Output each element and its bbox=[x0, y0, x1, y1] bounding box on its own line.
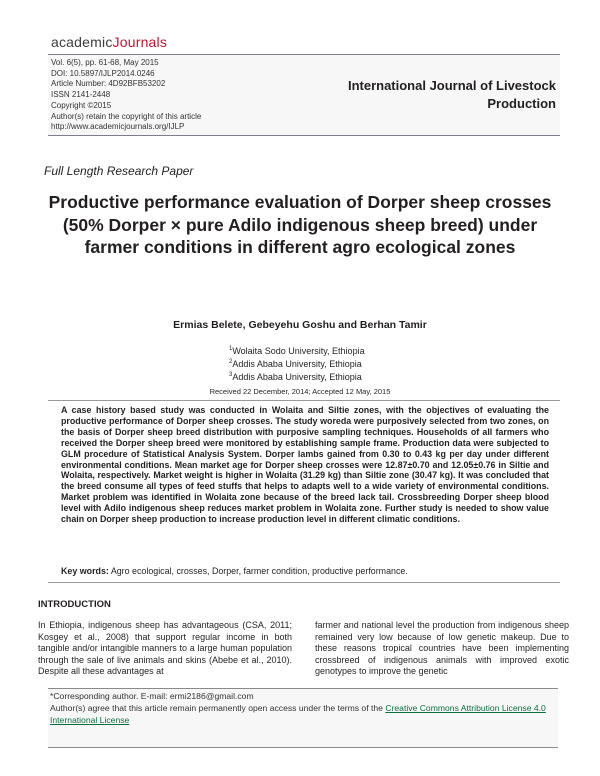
journal-info-box bbox=[48, 54, 560, 136]
divider bbox=[48, 400, 560, 401]
meta-volume: Vol. 6(5), pp. 61-68, May 2015 bbox=[51, 58, 159, 67]
affiliation-item: $^1$Wolaita Sodo University, Ethiopia bbox=[229, 346, 365, 356]
journal-meta-lines bbox=[51, 58, 201, 133]
abstract: A case history based study was conducted in Wolaita and Siltie zones, with the objectives of evaluating the productive performance of Dorper sheep crosses. The study woreda were purposively selected from two zones, on the basis of Dorper sheep breed distribution with purposive sampling techniques. Households of all farmers who received the Dorper sheep breed were monitored by establishing sample frame. Production data were subjected to GLM procedure of Statistical Analysis System. Dorper lambs gained from 0.30 to 0.43 kg per day under different environmental conditions. Mean market age for Dorper sheep crosses were 12.87±0.70 and 12.05±0.76 in Siltie and Wolaita, respectively. Market weight is higher in Wolaita (31.29 kg) than Siltie zone (30.47 kg). It was concluded that the breed consume all types of feed stuffs that helps to adapts well to a wide variety of environmental conditions. Market problem was identified in Wolaita zone because of the breed lack tail. Crossbreeding Dorper sheep blood level with Adilo indigenous sheep reduces market problem in Wolaita zone. Further study is needed to show value chain on Dorper sheep production to increase production level in different climatic conditions. bbox=[61, 405, 549, 525]
corresponding-author: *Corresponding author. E-mail: ermi2186@gmail.com bbox=[50, 691, 254, 701]
divider bbox=[48, 582, 560, 583]
received-accepted-dates: Received 22 December, 2014; Accepted 12 May, 2015 bbox=[209, 387, 391, 396]
intro-column-right: farmer and national level the production from indigenous sheep remained very low because of low genetic makeup. Due to these reasons tropical countries have been implementing crossbreed of indigenous animals with improved exotic genotypes to improve the genetic bbox=[315, 620, 569, 677]
license-link[interactable]: Creative Commons Attribution License 4.0 International License bbox=[50, 702, 546, 725]
affiliations bbox=[229, 344, 365, 384]
affiliation-item: $^3$Addis Ababa University, Ethiopia bbox=[229, 372, 362, 383]
keywords: Key words: Agro ecological, crosses, Dorper, farmer condition, productive performance. bbox=[61, 566, 408, 576]
footnote-box bbox=[48, 688, 558, 748]
meta-copyright: Copyright ©2015 bbox=[51, 100, 112, 110]
section-type: Full Length Research Paper bbox=[44, 164, 194, 178]
publisher-logo: academicJournals bbox=[51, 34, 168, 50]
meta-doi: DOI: 10.5897/IJLP2014.0246 bbox=[51, 68, 155, 78]
keywords-label: Key words: bbox=[61, 566, 109, 576]
intro-column-left: In Ethiopia, indigenous sheep has advantageous (CSA, 2011; Kosgey et al., 2008) that support regular income in both tangible and/or intangible manners to a large human population through the sale of live animals and skins (Abebe et al., 2010). Despite all these advantages at bbox=[38, 620, 292, 677]
license-statement: Author(s) agree that this article remain permanently open access under the terms of the Creative Commons Attribution License 4.0 International License bbox=[50, 702, 546, 725]
introduction-heading: INTRODUCTION bbox=[38, 599, 111, 610]
meta-url[interactable]: http://www.academicjournals.org/IJLP bbox=[51, 122, 185, 132]
meta-article-number: Article Number: 4D92BFB53202 bbox=[51, 79, 166, 89]
paper-title: Productive performance evaluation of Dorper sheep crosses (50% Dorper × pure Adilo indigenous sheep breed) under farmer conditions in different agro ecological zones bbox=[48, 192, 552, 257]
meta-rights: Author(s) retain the copyright of this article bbox=[51, 111, 202, 121]
meta-issn: ISSN 2141-2448 bbox=[51, 90, 111, 100]
author-list: Ermias Belete, Gebeyehu Goshu and Berhan Tamir bbox=[173, 319, 427, 331]
journal-name: International Journal of Livestock Production bbox=[347, 78, 556, 111]
affiliation-item: $^2$Addis Ababa University, Ethiopia bbox=[229, 359, 362, 370]
